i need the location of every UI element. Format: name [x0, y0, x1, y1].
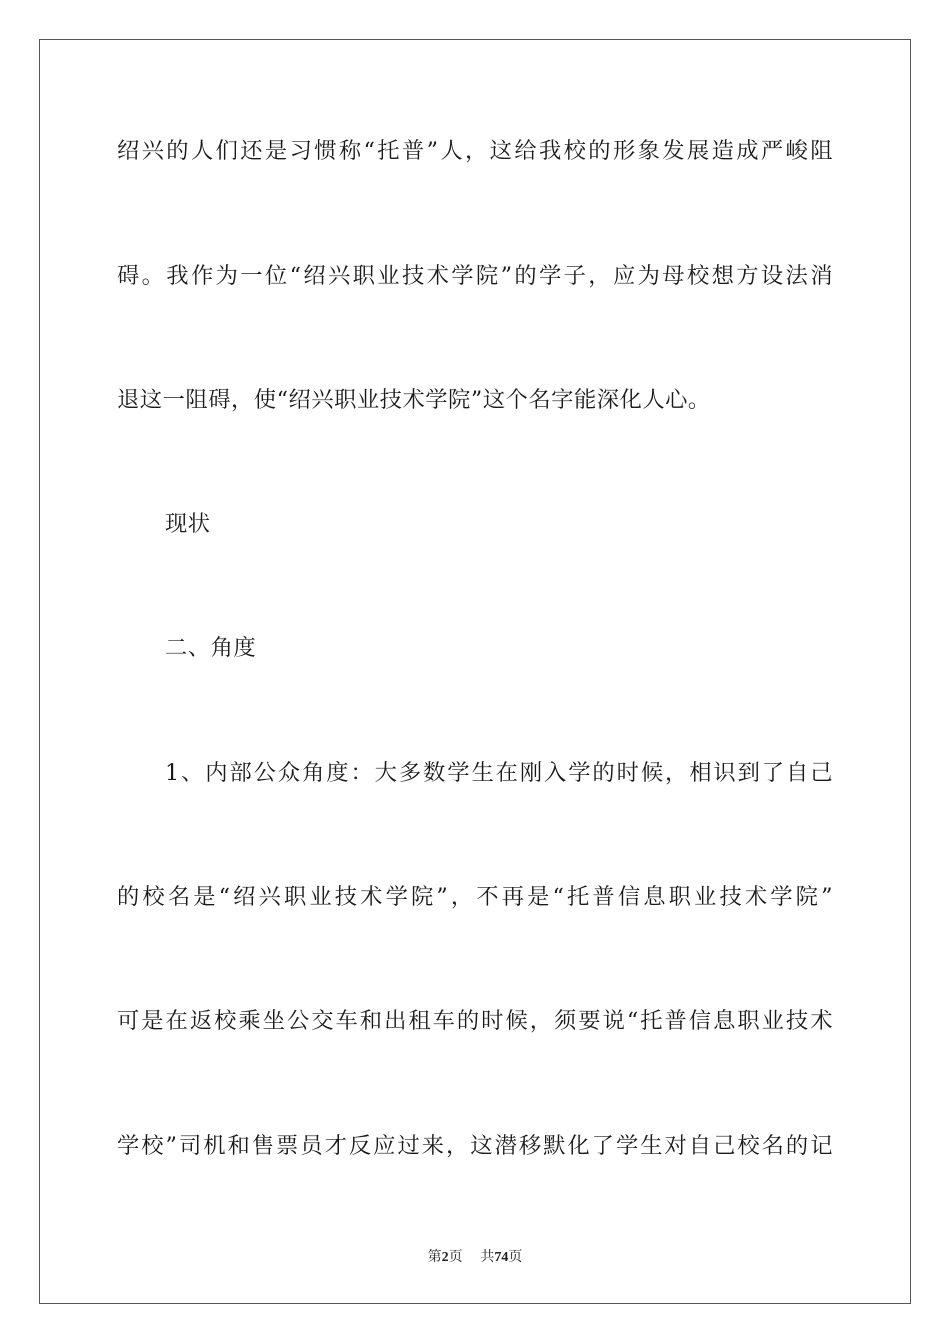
page-suffix: 页: [448, 1249, 463, 1265]
body-text-line: 1、内部公众角度：大多数学生在刚入学的时候，相识到了自己: [165, 760, 833, 786]
page-border: [39, 39, 911, 1304]
body-text-line: 碍。我作为一位“绍兴职业技术学院”的学子，应为母校想方设法消: [117, 263, 833, 289]
body-text-line: 退这一阻碍，使“绍兴职业技术学院”这个名字能深化人心。: [117, 387, 711, 413]
body-text-line: 绍兴的人们还是习惯称“托普”人，这给我校的形象发展造成严峻阻: [117, 138, 833, 164]
body-text-line: 可是在返校乘坐公交车和出租车的时候，须要说“托普信息职业技术: [117, 1008, 833, 1034]
page-number: 2: [441, 1250, 449, 1265]
body-text-line: 的校名是“绍兴职业技术学院”，不再是“托普信息职业技术学院”: [117, 884, 833, 910]
page-prefix: 第: [427, 1249, 442, 1265]
total-prefix: 共: [480, 1249, 495, 1265]
page-footer: [0, 1248, 950, 1267]
total-suffix: 页: [508, 1249, 523, 1265]
section-heading: 现状: [165, 511, 211, 537]
section-heading: 二、角度: [165, 635, 257, 661]
total-pages: 74: [494, 1250, 509, 1265]
body-text-line: 学校”司机和售票员才反应过来，这潜移默化了学生对自己校名的记: [117, 1133, 833, 1159]
